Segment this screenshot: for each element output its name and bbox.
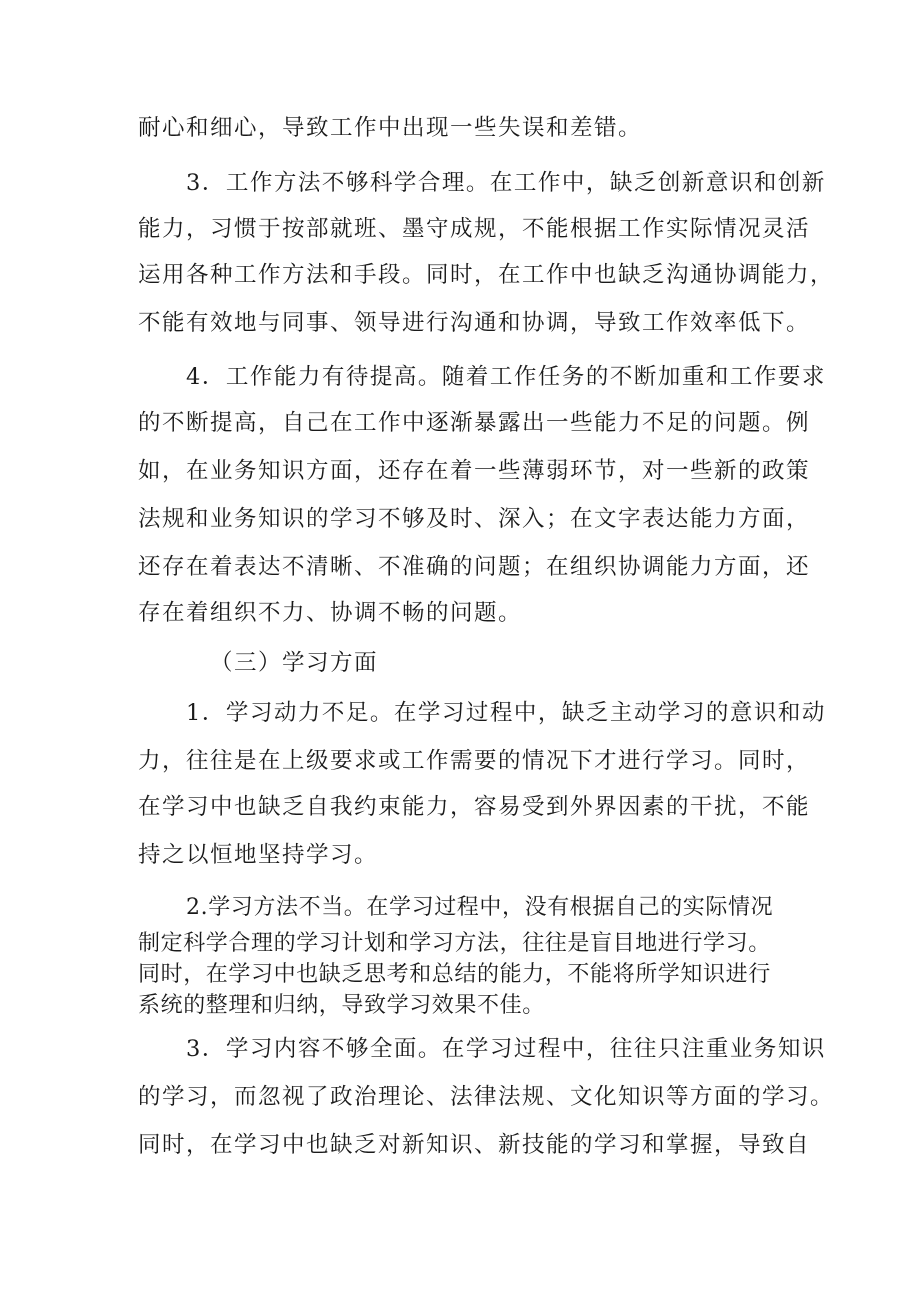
paragraph-line: 1．学习动力不足。在学习过程中，缺乏主动学习的意识和动 [186, 700, 826, 726]
paragraph-line: 的不断提高，自己在工作中逐渐暴露出一些能力不足的问题。例 [138, 410, 811, 436]
paragraph-line: 系统的整理和归纳，导致学习效果不佳。 [138, 993, 545, 1018]
paragraph-line: 如，在业务知识方面，还存在着一些薄弱环节，对一些新的政策 [138, 458, 811, 484]
paragraph-line: 还存在着表达不清晰、不准确的问题；在组织协调能力方面，还 [138, 554, 811, 580]
paragraph-line: 耐心和细心，导致工作中出现一些失误和差错。 [138, 115, 643, 141]
paragraph-line: 同时，在学习中也缺乏思考和总结的能力，不能将所学知识进行 [138, 962, 771, 987]
paragraph-line: 同时，在学习中也缺乏对新知识、新技能的学习和掌握，导致自 [138, 1132, 811, 1158]
paragraph-line: 3．工作方法不够科学合理。在工作中，缺乏创新意识和创新 [186, 170, 826, 196]
section-heading: （三）学习方面 [210, 650, 379, 676]
paragraph-line: 2.学习方法不当。在学习过程中，没有根据自己的实际情况 [186, 895, 774, 920]
paragraph-line: 运用各种工作方法和手段。同时，在工作中也缺乏沟通协调能力， [138, 262, 835, 288]
paragraph-line: 4．工作能力有待提高。随着工作任务的不断加重和工作要求 [186, 364, 826, 390]
paragraph-line: 制定科学合理的学习计划和学习方法，往往是盲目地进行学习。 [138, 931, 771, 956]
paragraph-line: 能力，习惯于按部就班、墨守成规，不能根据工作实际情况灵活 [138, 216, 811, 242]
paragraph-line: 存在着组织不力、协调不畅的问题。 [138, 600, 523, 626]
paragraph-line: 持之以恒地坚持学习。 [138, 842, 379, 868]
paragraph-line: 不能有效地与同事、领导进行沟通和协调，导致工作效率低下。 [138, 310, 811, 336]
paragraph-line: 在学习中也缺乏自我约束能力，容易受到外界因素的干扰，不能 [138, 794, 811, 820]
paragraph-line: 的学习，而忽视了政治理论、法律法规、文化知识等方面的学习。 [138, 1084, 835, 1110]
paragraph-line: 力，往往是在上级要求或工作需要的情况下才进行学习。同时， [138, 748, 811, 774]
paragraph-line: 法规和业务知识的学习不够及时、深入；在文字表达能力方面， [138, 506, 811, 532]
paragraph-line: 3．学习内容不够全面。在学习过程中，往往只注重业务知识 [186, 1036, 826, 1062]
